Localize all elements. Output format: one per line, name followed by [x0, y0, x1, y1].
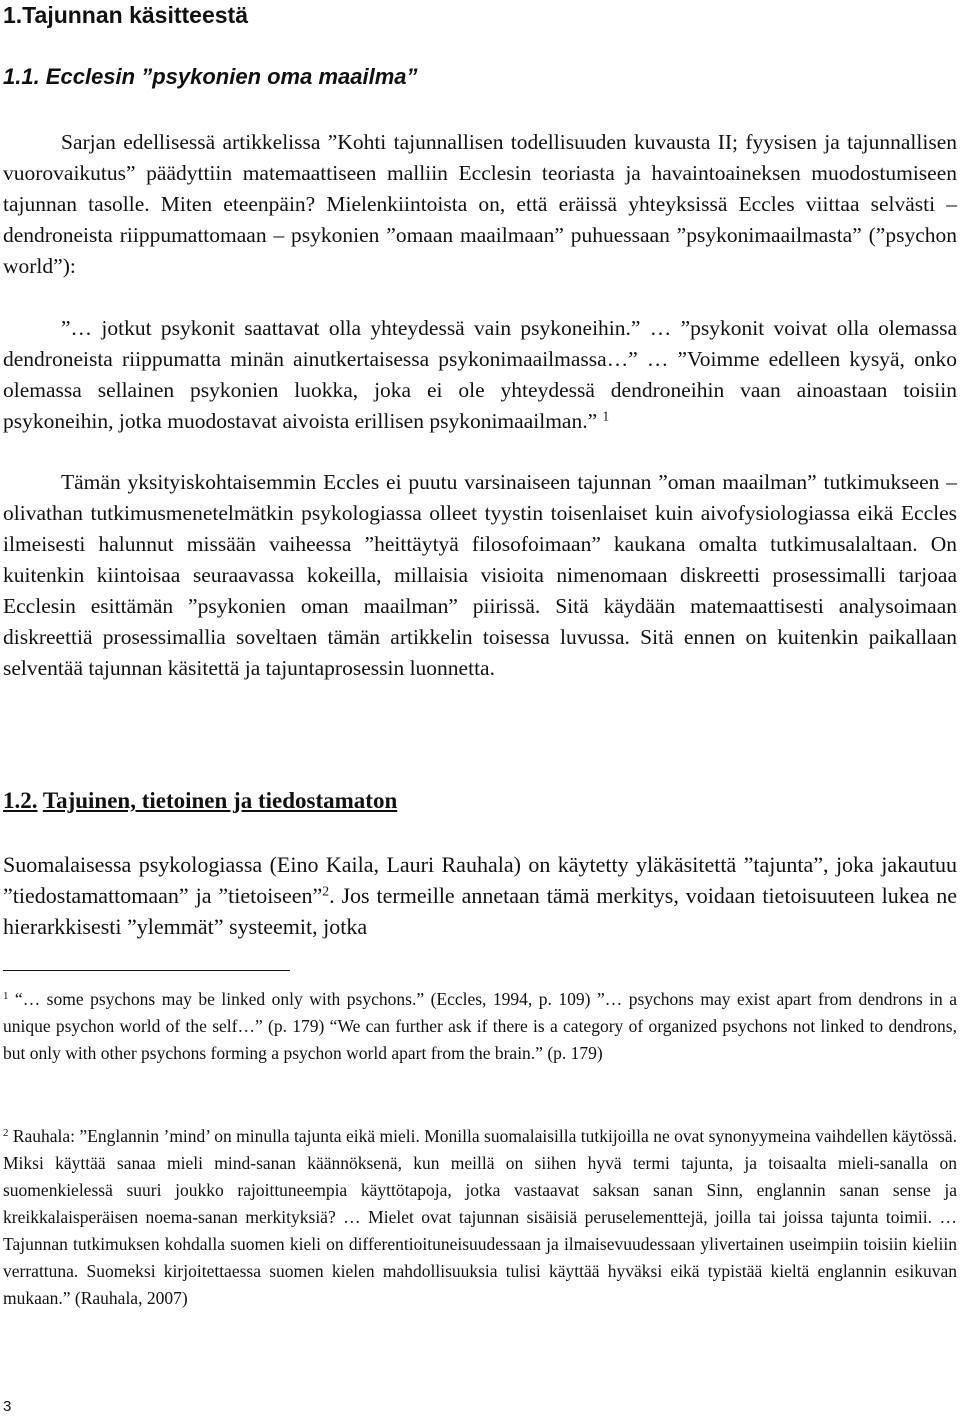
footnote-2-number: 2 — [3, 1127, 9, 1140]
footnote-1-number: 1 — [3, 990, 9, 1003]
paragraph-terminology-part-a: Suomalaisessa psykologiassa (Eino Kaila, Lauri Rauhala) on käytetty yläkäsitettä ”tajunta”, joka jakautuu ”tiedostamattomaan” ja ”tietoiseen” — [3, 852, 957, 908]
quote-text: ”… jotkut psykonit saattavat olla yhteydessä vain psykoneihin.” … ”psykonit voivat olla olemassa dendroneista riippumatta minän ainutkertaisessa psykonimaailmassa…” … ”Voimme edelleen kysyä, onko olemassa sellainen psykonien luokka, joka ei ole yhteydessä dendroneihin vaan ainoastaan toisiin psykoneihin, jotka muodostavat aivoista erillisen psykonimaailman.” — [3, 316, 957, 433]
eccles-quote — [3, 313, 957, 437]
page-number: 3 — [3, 1398, 12, 1415]
paragraph-discussion: Tämän yksityiskohtaisemmin Eccles ei puutu varsinaiseen tajunnan ”oman maailman” tutkimukseen – olivathan tutkimusmenetelmätkin psykologiassa olleet tyystin toisenlaiset kuin aivofysiologiassa eikä Eccles ilmeisesti halunnut missään vaiheessa ”heittäytyä filosofoimaan” kaukana omalta tutkimusalaltaan. On kuitenkin kiintoisaa seuraavassa kokeilla, millaisia visioita nimenomaan diskreetti prosessimalli tarjoaa Ecclesin esittämän ”psykonien oman maailman” piirissä. Sitä käydään matemaattisesti analysoimaan diskreettiä prosessimallia soveltaen tämän artikkelin toisessa luvussa. Sitä ennen on kuitenkin paikallaan selventää tajunnan käsitettä ja tajuntaprosessin luonnetta. — [3, 470, 957, 680]
paragraph-terminology-part-b: . Jos termeille annetaan tämä merkitys, voidaan tietoisuuteen lukea ne hierarkkisesti ”ylemmät” systeemit, jotka — [3, 883, 957, 939]
footnote-ref-2: 2 — [322, 883, 330, 899]
section-heading-1-2 — [3, 786, 397, 816]
footnote-2 — [3, 1123, 957, 1312]
footnote-1-text: “… some psychons may be linked only with psychons.” (Eccles, 1994, p. 109) ”… psychons may exist apart from dendrons in a unique psychon world of the self…” (p. 179) “We can further ask if there is a category of organized psychons not linked to dendrons, but only with other psychons forming a psychon world apart from the brain.” (p. 179) — [3, 989, 958, 1063]
footnote-separator — [3, 970, 290, 971]
paragraph-intro: Sarjan edellisessä artikkelissa ”Kohti tajunnallisen todellisuuden kuvausta II; fyysisen ja tajunnallisen vuorovaikutus” päädyttiin matemaattiseen malliin Ecclesin teoriasta ja havaintoaineksen muodostumiseen tajunnan tasolle. Miten eteenpäin? Mielenkiintoista on, että eräissä yhteyksissä Eccles viittaa selvästi – dendroneista riippumattomaan – psykonien ”omaan maailmaan” puhuessaan ”psykonimaailmasta” (”psychon world”): — [3, 130, 957, 278]
footnote-1 — [3, 986, 957, 1067]
chapter-heading: 1.Tajunnan käsitteestä — [3, 2, 248, 28]
section-title: Tajuinen, tietoinen ja tiedostamaton — [42, 788, 398, 813]
section-heading-1-1: 1.1. Ecclesin ”psykonien oma maailma” — [3, 64, 418, 89]
footnote-2-text: Rauhala: ”Englannin ’mind’ on minulla tajunta eikä mieli. Monilla suomalaisilla tutkijoilla ne ovat synonyymeina vaihdellen käytössä. Miksi käyttää sanaa mieli mind-sanan käännöksenä, kun meillä on siihen hyvä termi tajunta, ja toisaalta mieli-sanalla on suomenkielessä suuri joukko rajoittuneempia käyttötapoja, jotka vastaavat saksan sanan Sinn, englannin sanan sense ja kreikkalaisperäisen noema-sanan merkityksiä? … Mielet ovat tajunnan sisäisiä peruselementtejä, joilla tai joissa tajunta toimii. … Tajunnan tutkimuksen kohdalla suomen kieli on differentioituneisuudessaan ja ilmaisevuudessaan ylivertainen useimpiin toisiin kieliin verrattuna. Suomeksi kirjoitettaessa suomen kielen mahdollisuuksia tulisi käyttää hyväksi eikä typistää kieltä englannin esikuvan mukaan.” (Rauhala, 2007) — [3, 1126, 958, 1308]
section-number: 1.2. — [3, 788, 38, 813]
paragraph-terminology — [3, 849, 957, 942]
footnote-ref-1: 1 — [602, 408, 610, 424]
